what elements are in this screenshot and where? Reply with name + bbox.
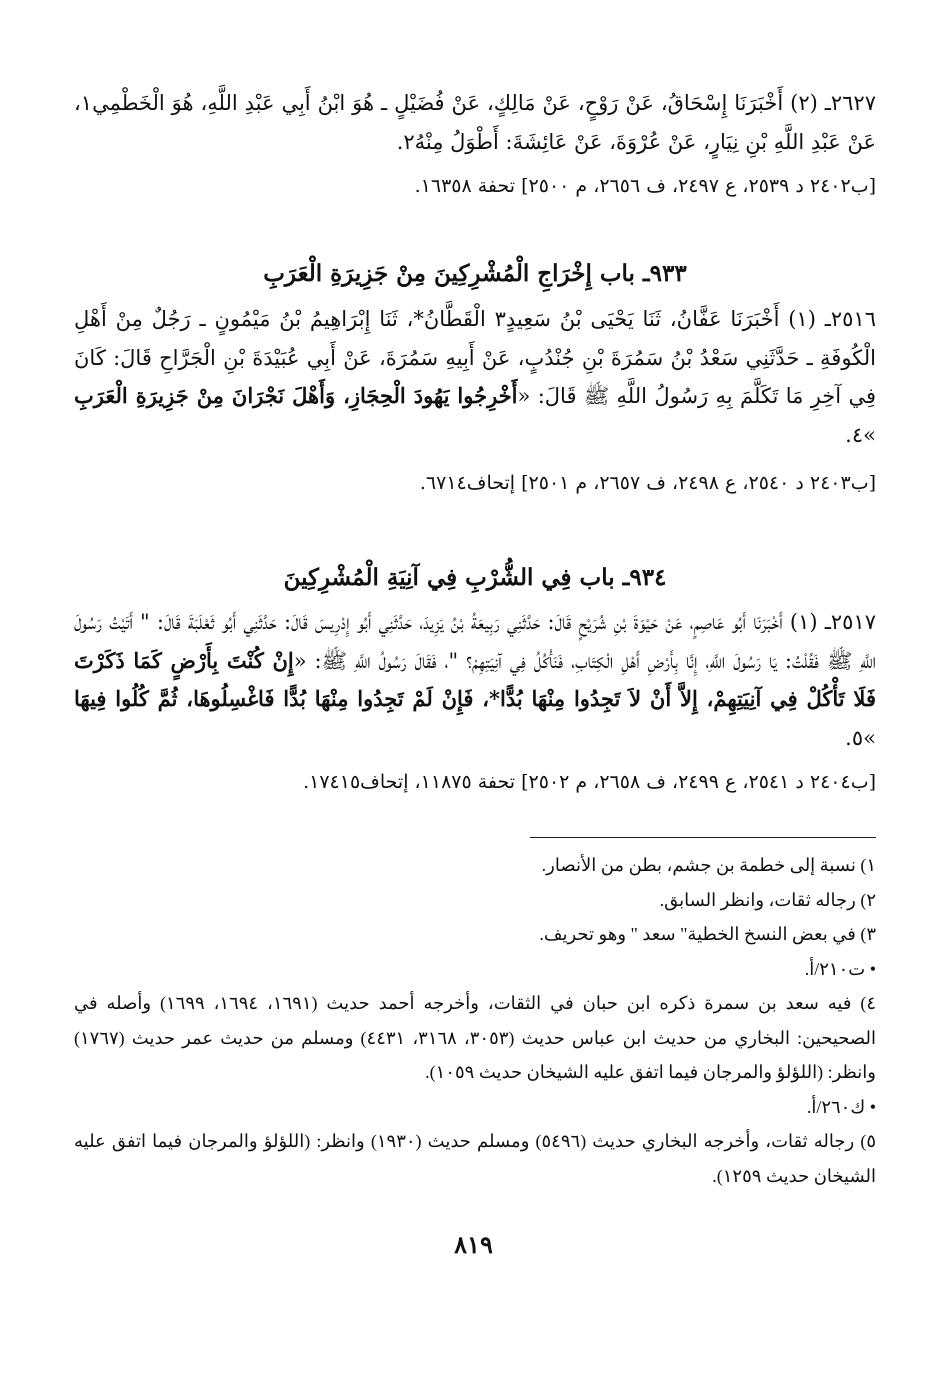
chapter-934: [74, 560, 876, 596]
prophetic-saying: إِنْ كُنْتَ بِأَرْضٍ كَمَا ذَكَرْتَ فَلَا تَأْكُلْ فِي آنِيَتِهِمْ، إِلاَّ أَنْ لاَ تَجِدُوا مِنْهَا بُدًّا*، فَإِنْ لَمْ تَجِدُوا مِنْهَا بُدًّا فَاغْسِلُوهَا، ثُمَّ كُلُوا فِيهَا: [74, 647, 876, 711]
hadith-text-part: ٢٥١٧ـ (١) أَخْبَرَنَا أَبُو عَاصِمٍ، عَنْ حَيْوَةَ بْنِ شُرَيْحٍ قَالَ: حَدَّثَنِي رَبِيعَةُ بْنُ يَزِيدَ، حَدَّثَنِي أَبُو إِدْرِيسَ قَالَ: حَدَّثَنِي أَبُو ثَعْلَبَةَ قَالَ: " أَتَيْتُ رَسُولَ اللَّهِ ﷺ فَقُلْتُ: يَا رَسُولَ اللَّهِ، إِنَّا بِأَرْضِ أَهْلِ الْكِتَابِ، فَنَأْكُلُ فِي آنِيَتِهِمْ؟ "، فَقَالَ رَسُولُ اللَّهِ ﷺ: «: [74, 610, 876, 673]
footnote-1: ١) نسبة إلى خطمة بن جشم، بطن من الأنصار.: [541, 855, 876, 875]
hadith-text-end: »٤.: [845, 422, 876, 447]
footnote-marker-k: • ك٢٦٠/أ.: [806, 1096, 876, 1117]
footnote-3: ٣) في بعض النسخ الخطية" سعد " وهو تحريف.: [539, 924, 876, 944]
hadith-text: [74, 603, 876, 757]
hadith-text: [74, 300, 876, 454]
footnote-marker-t: • ت٢١٠/أ.: [804, 958, 876, 979]
page-number: ٨١٩: [454, 1230, 493, 1259]
footnotes: [74, 848, 876, 1193]
hadith-text-part: ٢٥١٦ـ (١) أَخْبَرَنَا عَفَّانُ، ثَنَا يَحْيَى بْنُ سَعِيدٍ٣ الْقَطَّانُ*، ثَنَا إِبْرَاهِيمُ بْنُ مَيْمُونٍ ـ رَجُلٌ مِنْ أَهْلِ الْكُوفَةِ ـ حَدَّثَنِي سَعْدُ بْنُ سَمُرَةَ بْنِ جُنْدُبٍ، عَنْ أَبِيهِ سَمُرَةَ، عَنْ أَبِي عُبَيْدَةَ بْنِ الْجَرَّاحِ قَالَ: كَانَ فِي آخِرِ مَا تَكَلَّمَ بِهِ رَسُولُ اللَّهِ ﷺ قَالَ: «: [74, 307, 876, 408]
prophetic-saying: أَخْرِجُوا يَهُودَ الْحِجَازِ، وَأَهْلَ نَجْرَانَ مِنْ جَزِيرَةِ الْعَرَبِ: [74, 383, 518, 408]
footnote-divider: [530, 837, 876, 838]
hadith-2516: [74, 300, 876, 498]
hadith-2627: [74, 84, 876, 201]
hadith-text-end: »٥.: [845, 725, 876, 750]
hadith-reference: [ب٢٤٠٣ د ٢٥٤٠، ع ٢٤٩٨، ف ٢٦٥٧، م ٢٥٠١] إتحاف٦٧١٤.: [419, 472, 876, 494]
hadith-text: ٢٦٢٧ـ (٢) أَخْبَرَنَا إِسْحَاقُ، عَنْ رَوْحٍ، عَنْ مَالِكٍ، عَنْ فُضَيْلٍ ـ هُوَ ابْنُ أَبِي عَبْدِ اللَّهِ، هُوَ الْخَطْمِي١، عَنْ عَبْدِ اللَّهِ بْنِ نِيَارٍ، عَنْ عُرْوَةَ، عَنْ عَائِشَةَ: أَطْوَلُ مِنْهُ٢.: [74, 91, 876, 154]
footnote-2: ٢) رجاله ثقات، وانظر السابق.: [659, 889, 876, 910]
footnote-5: ٥) رجاله ثقات، وأخرجه البخاري حديث (٥٤٩٦) ومسلم حديث (١٩٣٠) وانظر: (اللؤلؤ والمرجان فيما اتفق عليه الشيخان حديث ١٢٥٩).: [74, 1131, 877, 1186]
hadith-reference: [ب٢٤٠٤ د ٢٥٤١، ع ٢٤٩٩، ف ٢٦٥٨، م ٢٥٠٢] تحفة ١١٨٧٥، إتحاف١٧٤١٥.: [303, 771, 876, 793]
chapter-933: [74, 256, 876, 292]
chapter-title: ٩٣٣ـ باب إِخْرَاجِ الْمُشْرِكِينَ مِنْ جَزِيرَةِ الْعَرَبِ: [263, 260, 687, 287]
footnote-4: ٤) فيه سعد بن سمرة ذكره ابن حبان في الثقات، وأخرجه أحمد حديث (١٦٩١، ١٦٩٤، ١٦٩٩) وأصله في الصحيحين: البخاري من حديث ابن عباس حديث (٣٠٥٣، ٣١٦٨، ٤٤٣١) ومسلم من حديث عمر حديث (١٧٦٧) وانظر: (اللؤلؤ والمرجان فيما اتفق عليه الشيخان حديث ١٠٥٩).: [74, 993, 877, 1082]
chapter-title: ٩٣٤ـ باب فِي الشُّرْبِ فِي آنِيَةِ الْمُشْرِكِينَ: [283, 564, 667, 591]
hadith-reference: [ب٢٤٠٢ د ٢٥٣٩، ع ٢٤٩٧، ف ٢٦٥٦، م ٢٥٠٠] تحفة ١٦٣٥٨.: [414, 175, 876, 197]
hadith-2517: [74, 603, 876, 797]
